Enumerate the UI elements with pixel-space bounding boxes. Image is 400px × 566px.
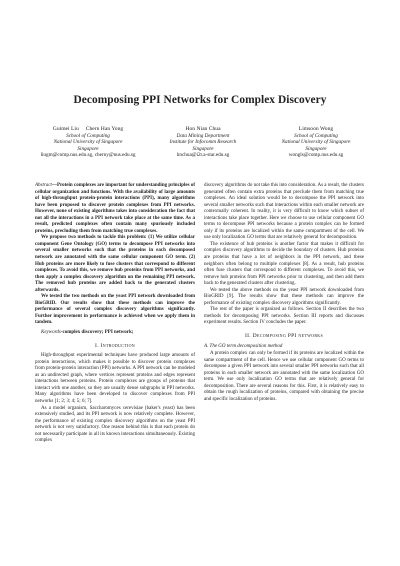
right-para-3: We tested the above methods on the yeast PPI network downloaded from BioGRID [9]. The results show that these methods can improve the performance of existing complex discovery algorithms significantly. [204, 287, 364, 306]
abstract-para-1 [35, 183, 195, 235]
abstract-para-3: We tested the two methods on the yeast PPI network downloaded from BioGRID. Our results show that these methods can improve the performance of several complex discovery algorithms significantly. Further improvement in performance is achieved when we apply them in tandem. [35, 294, 195, 326]
keywords-text: -complex discovery; PPI network; [60, 330, 134, 336]
author-email: liugm@comp.nus.edu.sg, cherny@nus.edu.sg [40, 152, 136, 159]
section-heading-intro: I. Introduction [95, 342, 135, 349]
author-email: hnchua@i2r.a-star.edu.sg [176, 152, 230, 159]
right-para-4: The rest of the paper is organized as follows. Section II describes the two methods for decomposing PPI networks. Section III reports and discusses experiment results. Section IV concludes the paper. [204, 307, 364, 326]
author-names: Guimei Liu Chern Han Yong [52, 126, 124, 132]
author-block-2 [148, 126, 258, 159]
author-institution: National University of Singapore [281, 139, 351, 146]
right-para-1: discovery algorithms do not take this into consideration. As a result, the clusters generated often contain extra proteins that preclude them from matching true complexes. An ideal solution would be to decompose the PPI network into several smaller networks such that interactions within each smaller network are contextually coherent. In reality, it is very difficult to know which subset of interactions take place together. Here we choose to use cellular component GO terms to decompose PPI networks because a protein complex can be formed only if its proteins are localized within the same compartment of the cell. We use only localization GO terms that are relatively general for decomposition. [204, 183, 364, 241]
author-affiliation: School of Computing [66, 132, 110, 139]
author-email: wongls@comp.nus.edu.sg [288, 152, 344, 159]
subsection-heading-go: A. The GO term decomposition method [204, 343, 283, 349]
author-city: Singapore [305, 145, 327, 152]
right-para-5: A protein complex can only be formed if its proteins are localized within the same compartment of the cell. Hence we use cellular component GO terms to decompose a given PPI network into several smaller PPI networks such that all proteins in each smaller network are annotated with the same localization GO term. We use only localization GO terms that are relatively general for decomposition. There are several reasons for this. First, it is relatively easy to obtain the rough localization of proteins, compared with obtaining the precise and specific localization of proteins. [204, 351, 364, 402]
abstract-para-2: We propose two methods to tackle this problem: (1) We utilize cellular component Gene Ontology (GO) terms to decompose PPI networks into several smaller networks such that the proteins in each decomposed network are annotated with the same cellular component GO term. (2) Hub proteins are more likely to fuse clusters that correspond to different complexes. To avoid this, we remove hub proteins from PPI networks, and then apply a complex discovery algorithm on the remaining PPI network. The removed hub proteins are added back to the generated clusters afterwards. [35, 235, 195, 293]
author-institution: National University of Singapore [53, 139, 123, 146]
section-heading-decomposing: II. Decomposing PPI networks [244, 333, 324, 340]
intro-para-1: High-throughput experimental techniques have produced large amounts of protein interactions, which makes it possible to discover protein complexes from protein-protein interaction (PPI) networks. A PPI network can be modeled as an undirected graph, where vertices represent proteins and edges represent interactions between proteins. Protein complexes are groups of proteins that interact with one another, so they are usually dense subgraphs in PPI networks. Many algorithms have been developed to discover complexes from PPI networks [1; 2; 3; 4; 5; 6; 7]. [35, 353, 195, 404]
abstract-label: Abstract [35, 183, 52, 188]
author-names: Limsoon Wong [298, 126, 334, 132]
author-city: Singapore [192, 145, 214, 152]
keywords-label: Keywords [41, 330, 61, 336]
author-affiliation: Data Mining Department [176, 132, 230, 139]
author-institution: Institute for Infocomm Research [169, 139, 237, 146]
left-column [35, 183, 195, 445]
author-names: Hon Nian Chua [185, 126, 221, 132]
paper-title: Decomposing PPI Networks for Complex Discovery [73, 94, 327, 106]
author-block-3 [260, 126, 372, 159]
keywords [35, 330, 195, 337]
author-affiliation: School of Computing [294, 132, 338, 139]
right-para-2: The existence of hub proteins is another factor that makes it difficult for complex discovery algorithms to decide the boundary of clusters. Hub proteins are proteins that have a lot of neighbors in the PPI network, and these neighbors often belong to multiple complexes [8]. As a result, hub proteins often fuse clusters that correspond to different complexes. To avoid this, we remove hub proteins from PPI networks prior to clustering, and then add them back to the generated clusters after clustering. [204, 241, 364, 287]
author-city: Singapore [77, 145, 99, 152]
abstract-text-1: —Protein complexes are important for understanding principles of cellular organization and functions. With the availability of large amounts of high-throughput protein-protein interactions (PPI), many algorithms have been proposed to discover protein complexes from PPI networks. However, none of existing algorithms takes into consideration the fact that not all the interactions in a PPI network take place at the same time. As a result, predicted complexes often contain many spuriously included proteins, precluding them from matching true complexes. [35, 183, 195, 234]
right-column [204, 183, 364, 404]
abstract [35, 183, 195, 337]
author-block-1 [28, 126, 148, 159]
intro-para-2: As a model organism, Saccharomyces cerevisiae (baker's yeast) has been extensively studied, and its PPI network is now relatively complete. However, the performance of existing complex discovery algorithms on the yeast PPI network is not very satisfactory. One reason behind this is that each protein do not necessarily participate in all its known interactions simultaneously. Existing complex [35, 405, 195, 444]
